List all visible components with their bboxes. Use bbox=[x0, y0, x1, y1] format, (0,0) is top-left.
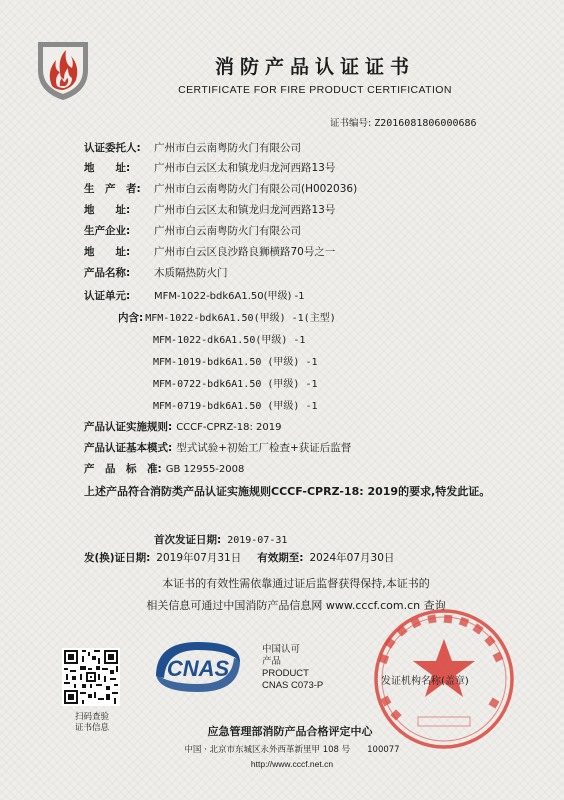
field-factory-address bbox=[84, 244, 335, 259]
validity-notice-line2: 相关信息可通过中国消防产品信息网 www.cccf.com.cn 查询 bbox=[146, 599, 446, 612]
accreditation-line3: PRODUCT bbox=[262, 668, 309, 679]
field-label: 产品认证基本模式: bbox=[84, 442, 173, 454]
accreditation-line4: CNAS C073-P bbox=[262, 680, 324, 691]
contents-item: MFM-0719-bdk6A1.50 (甲级) -1 bbox=[153, 401, 318, 412]
valid-until-label: 有效期至: bbox=[257, 552, 304, 564]
field-label: 产品认证实施规则: bbox=[84, 421, 173, 433]
validity-dates bbox=[84, 550, 394, 565]
accreditation-line2: 产品 bbox=[262, 656, 282, 667]
first-issue-date bbox=[154, 532, 287, 547]
contents-label: 内含: bbox=[118, 312, 144, 324]
qr-caption-line1: 扫码查验 bbox=[74, 712, 109, 722]
field-certification-unit bbox=[84, 287, 305, 303]
field-applicant bbox=[84, 140, 301, 155]
certificate-number bbox=[330, 115, 477, 129]
certificate-title-en: CERTIFICATE FOR FIRE PRODUCT CERTIFICATION bbox=[178, 84, 452, 96]
field-value: 广州市白云南粤防火门有限公司(H002036) bbox=[154, 183, 358, 195]
cert-no-value: Z2016081806000686 bbox=[374, 118, 477, 129]
field-value: 广州市白云南粤防火门有限公司 bbox=[154, 142, 301, 154]
qr-caption-line2: 证书信息 bbox=[74, 723, 109, 733]
contents-item: MFM-1019-bdk6A1.50 (甲级) -1 bbox=[153, 357, 318, 368]
field-certification-mode bbox=[84, 440, 351, 455]
conclusion-statement: 上述产品符合消防类产品认证实施规则CCCF-CPRZ-18: 2019的要求,特发此证。 bbox=[84, 485, 491, 498]
field-label: 认证委托人: bbox=[84, 142, 141, 154]
field-manufacturer-address bbox=[84, 202, 335, 217]
organization-address: 中国 · 北京市东城区永外西革新里甲 108 号 100077 bbox=[184, 745, 400, 755]
field-value: 广州市白云区太和镇龙归龙河西路13号 bbox=[154, 162, 336, 174]
contents-value: MFM-1022-bdk6A1.50(甲级) -1(主型) bbox=[145, 313, 336, 324]
cert-no-label: 证书编号: bbox=[330, 118, 372, 129]
field-factory bbox=[84, 223, 301, 238]
field-label: 生产企业: bbox=[84, 225, 131, 237]
field-label: 产品名称: bbox=[84, 267, 131, 279]
fire-certification-logo bbox=[34, 36, 92, 102]
field-label: 生 产 者: bbox=[84, 183, 141, 195]
field-value: CCCF-CPRZ-18: 2019 bbox=[176, 422, 282, 433]
seal-star-icon bbox=[413, 639, 475, 697]
contents-item: MFM-0722-bdk6A1.50 (甲级) -1 bbox=[153, 379, 318, 390]
qr-code[interactable] bbox=[62, 648, 120, 706]
qr-caption bbox=[66, 712, 118, 734]
field-label: 产 品 标 准: bbox=[84, 463, 162, 475]
accreditation-line1: 中国认可 bbox=[262, 644, 301, 655]
first-issue-label: 首次发证日期: bbox=[154, 534, 222, 546]
validity-notice-line1: 本证书的有效性需依靠通过证后监督获得保持,本证书的 bbox=[162, 577, 430, 590]
field-value: 广州市白云区太和镇龙归龙河西路13号 bbox=[154, 204, 336, 216]
contents-item bbox=[118, 309, 336, 325]
field-implementation-rules bbox=[84, 419, 281, 434]
valid-until-value: 2024年07月30日 bbox=[309, 552, 395, 564]
field-label: 地 址: bbox=[84, 204, 131, 216]
field-product-name bbox=[84, 265, 228, 280]
field-manufacturer bbox=[84, 181, 357, 196]
issue-date-value: 2019年07月31日 bbox=[156, 552, 242, 564]
issuing-organization: 应急管理部消防产品合格评定中心 bbox=[207, 725, 373, 738]
field-label: 地 址: bbox=[84, 162, 131, 174]
seal-note: 发证机构名称(盖章) bbox=[381, 676, 469, 687]
issue-date-label: 发(换)证日期: bbox=[84, 552, 151, 564]
certificate-title-cn: 消防产品认证证书 bbox=[214, 56, 415, 78]
field-product-standard bbox=[84, 461, 244, 476]
first-issue-value: 2019-07-31 bbox=[227, 535, 288, 546]
field-value: 型式试验+初始工厂检查+获证后监督 bbox=[176, 442, 352, 454]
cnas-accreditation-mark bbox=[146, 636, 250, 698]
cnas-text: CNAS bbox=[166, 656, 230, 681]
field-value: 广州市白云区良沙路良狮横路70号之一 bbox=[154, 246, 336, 258]
field-value: 木质隔热防火门 bbox=[154, 267, 228, 279]
field-label: 地 址: bbox=[84, 246, 131, 258]
field-value: 广州市白云南粤防火门有限公司 bbox=[154, 225, 301, 237]
field-value: MFM-1022-bdk6A1.50(甲级) -1 bbox=[154, 291, 305, 302]
accreditation-info bbox=[262, 644, 323, 692]
organization-website[interactable]: http://www.cccf.net.cn bbox=[250, 759, 334, 769]
field-applicant-address bbox=[84, 160, 335, 175]
field-value: GB 12955-2008 bbox=[165, 464, 245, 475]
field-label: 认证单元: bbox=[84, 290, 131, 302]
contents-item: MFM-1022-dk6A1.50(甲级) -1 bbox=[153, 335, 306, 346]
